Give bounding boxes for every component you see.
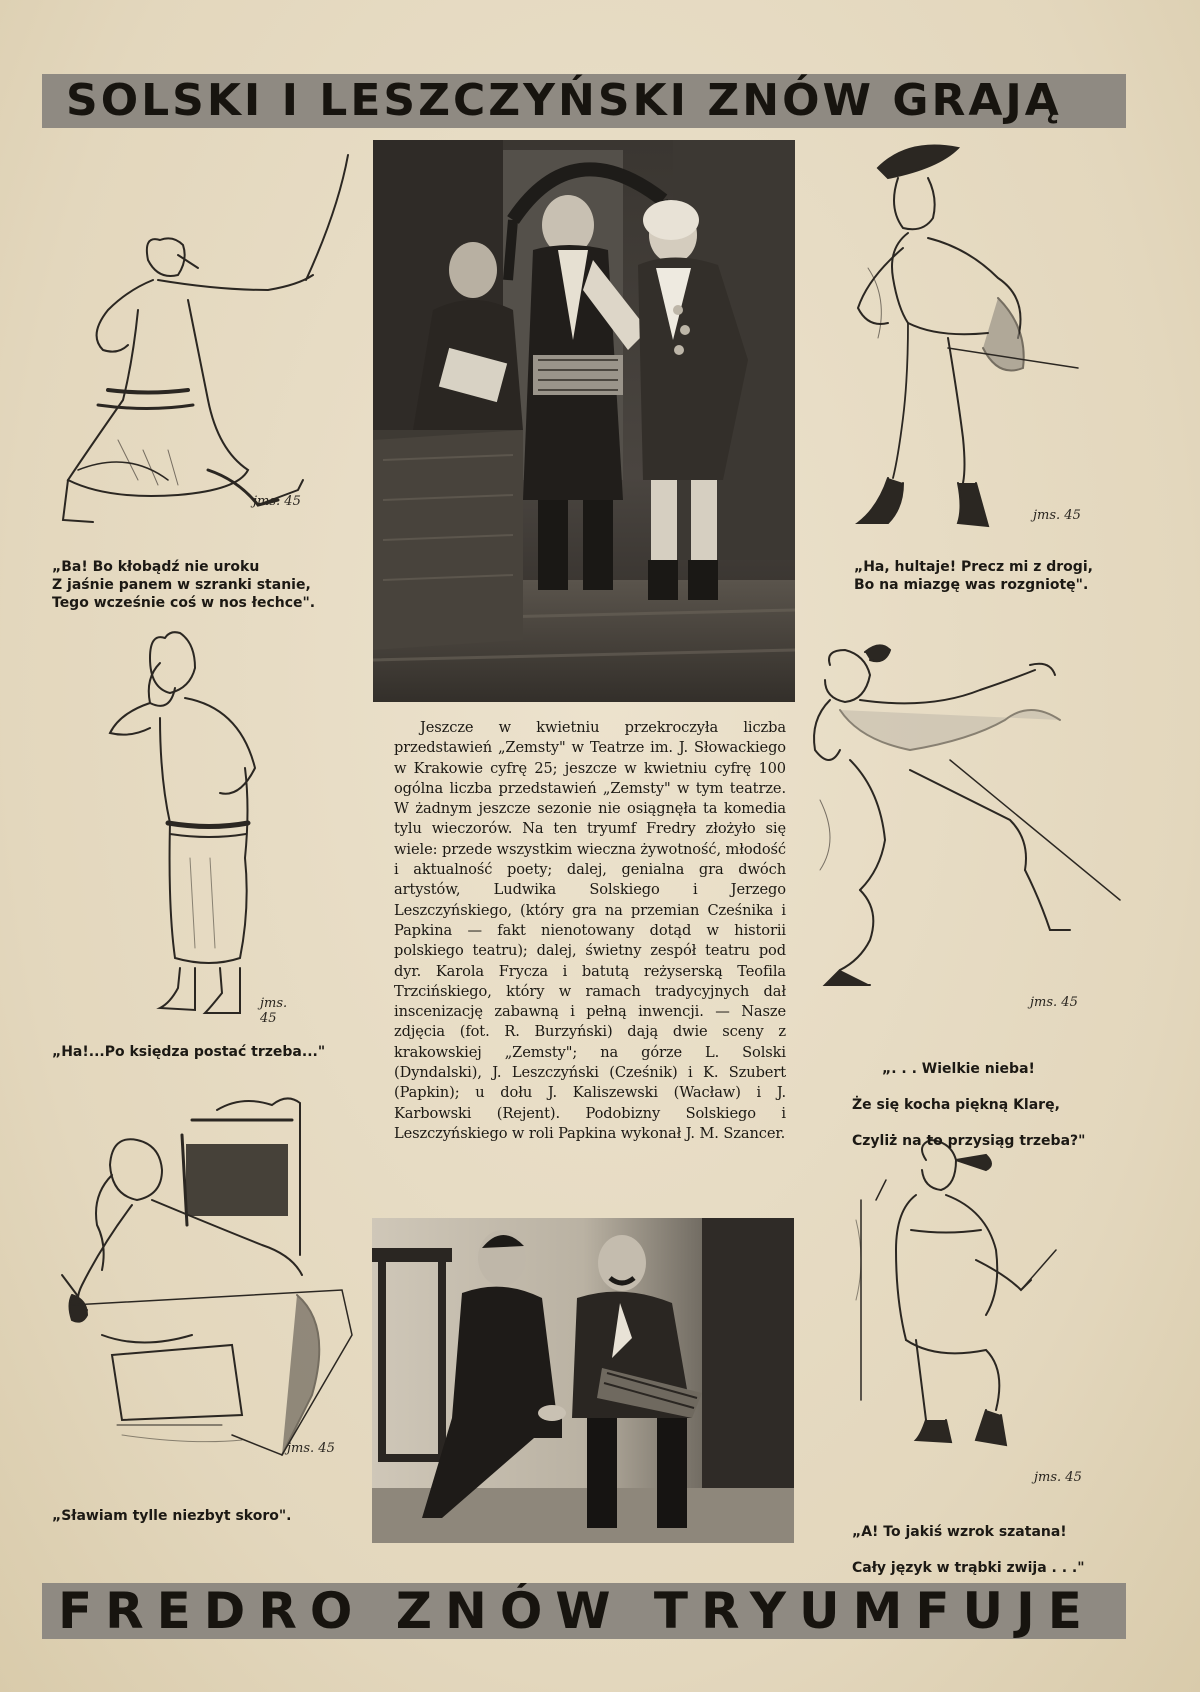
footer-banner	[42, 1583, 1126, 1639]
caption-papkin-sitting	[852, 1505, 1112, 1595]
photo-bottom-image	[372, 1218, 794, 1543]
sketch-czesnik-writing	[42, 1095, 362, 1480]
photo-top-scene	[373, 140, 795, 702]
caption-czesnik-sabre: „Ba! Bo kłobądź nie uroku Z jaśnie panem w szranki stanie, Tego wcześnie coś w nos łechce".	[52, 559, 316, 611]
ink-sketch-icon	[100, 618, 300, 1028]
artist-signature: jms. 45	[1034, 1470, 1082, 1485]
ink-sketch-icon	[800, 640, 1130, 1030]
caption-line: „A! To jakiś wzrok szatana!	[852, 1524, 1067, 1540]
headline-text: SOLSKI I LESZCZYŃSKI ZNÓW GRAJĄ	[66, 75, 1062, 126]
sketch-czesnik-sabre	[48, 150, 358, 545]
artist-signature: jms. 45	[1033, 508, 1081, 523]
sketch-papkin-dancing	[800, 640, 1130, 1030]
ink-sketch-icon	[848, 138, 1108, 548]
artist-signature: jms. 45	[253, 494, 301, 509]
ink-sketch-icon	[856, 1140, 1106, 1490]
artist-signature: jms. 45	[260, 996, 288, 1026]
sketch-papkin-sitting	[856, 1140, 1106, 1490]
caption-line: Czyliż na to przysiąg trzeba?"	[852, 1133, 1086, 1149]
artist-signature: jms. 45	[1030, 995, 1078, 1010]
caption-papkin-dancing	[852, 1042, 1112, 1168]
caption-czesnik-writing: „Sławiam tylle niezbyt skoro".	[52, 1508, 292, 1524]
footer-headline-text: FREDRO ZNÓW TRYUMFUJE	[58, 1583, 1095, 1639]
caption-czesnik-priest: „Ha!...Po księdza postać trzeba..."	[52, 1044, 326, 1060]
sketch-czesnik-hand-to-mouth	[100, 618, 300, 1028]
artist-signature: jms. 45	[287, 1441, 335, 1456]
sketch-papkin-tricorn	[848, 138, 1108, 548]
ink-sketch-icon	[48, 150, 358, 545]
ink-sketch-icon	[42, 1095, 362, 1480]
caption-line: „. . . Wielkie nieba!	[882, 1061, 1035, 1077]
photo-top-image	[373, 140, 795, 702]
caption-line: Cały język w trąbki zwija . . ."	[852, 1560, 1085, 1576]
caption-line: Że się kocha piękną Klarę,	[852, 1097, 1060, 1113]
caption-papkin-tricorn: „Ha, hultaje! Precz mi z drogi, Bo na miazgę was rozgniotę".	[854, 559, 1093, 593]
photo-bottom-scene	[372, 1218, 794, 1543]
article-body	[394, 718, 786, 1144]
headline-banner	[42, 74, 1126, 128]
article-paragraph: Jeszcze w kwietniu przekroczyła liczba przedstawień „Zemsty" w Teatrze im. J. Słowackiego w Krakowie cyfrę 25; jeszcze w kwietniu cyfrę 100 ogólna liczba przedstawień „Zemsty" w tym teatrze. W żadnym jeszcze sezonie nie osiągnęła ta komedia tylu wieczorów. Na ten tryumf Fredry złożyło się wiele: przede wszystkim wieczna żywotność, młodość i aktualność poety; dalej, genialna gra dwóch artystów, Ludwika Solskiego i Jerzego Leszczyńskiego, (który gra na przemian Cześnika i Papkina — fakt nienotowany dotąd w historii polskiego teatru); dalej, świetny zespół teatru pod dyr. Karola Frycza i batutą reżyserską Teofila Trzcińskiego, który w ramach tradycyjnych dał inscenizację zabawną i pełną inwencji. — Nasze zdjęcia (fot. R. Burzyński) dają dwie sceny z krakowskiej „Zemsty"; na górze L. Solski (Dyndalski), J. Leszczyński (Cześnik) i K. Szubert (Papkin); u dołu J. Kaliszewski (Wacław) i J. Karbowski (Rejent). Podobizny Solskiego i Leszczyńskiego w roli Papkina wykonał J. M. Szancer.	[394, 719, 786, 1142]
